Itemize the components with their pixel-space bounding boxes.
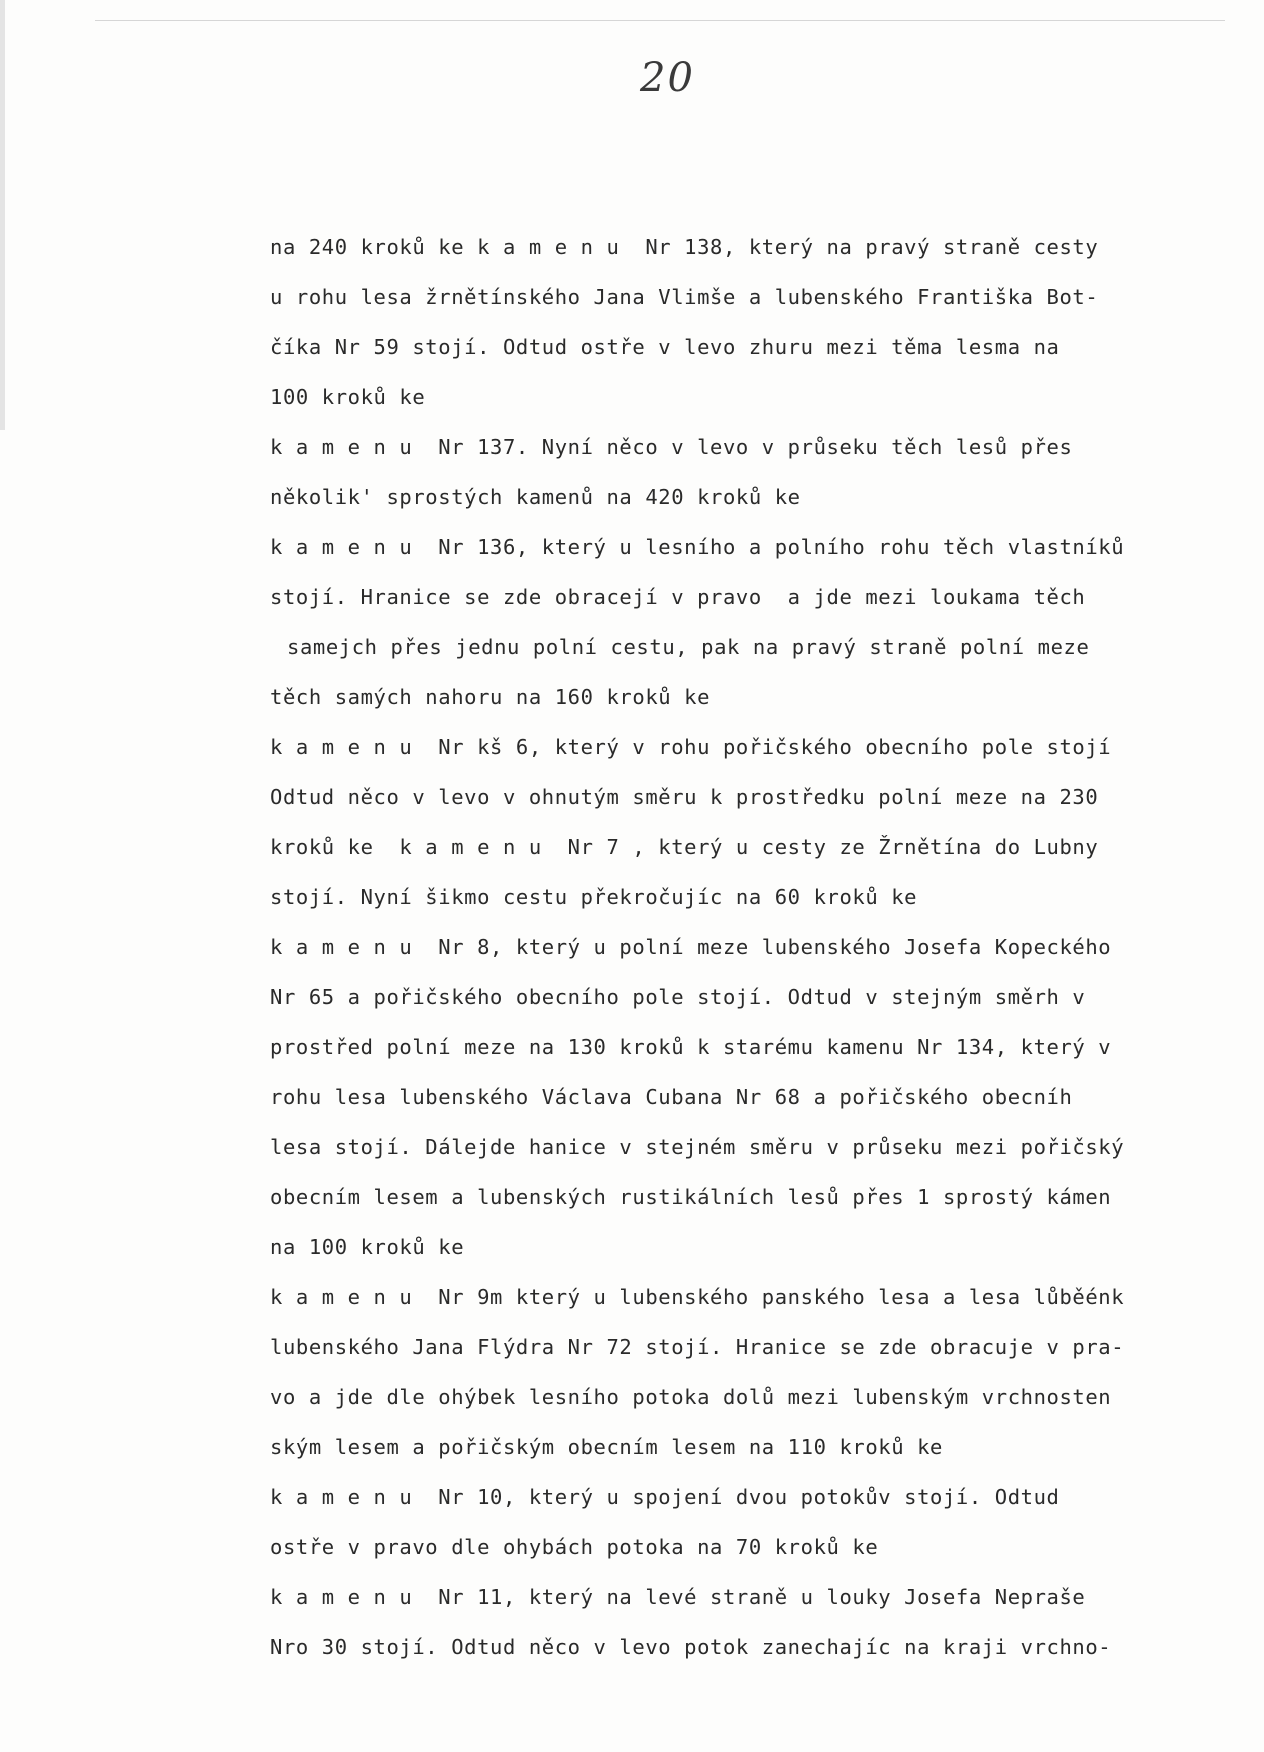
- text-line: k a m e n u Nr 136, který u lesního a polního rohu těch vlastníků: [270, 535, 1125, 559]
- text-line: několik' sprostých kamenů na 420 kroků ke: [270, 485, 801, 509]
- text-line: ským lesem a pořičským obecním lesem na 110 kroků ke: [270, 1435, 943, 1459]
- text-line: stojí. Hranice se zde obracejí v pravo a jde mezi loukama těch: [270, 585, 1086, 609]
- handwritten-page-number: 20: [640, 55, 695, 101]
- text-line: k a m e n u Nr 11, který na levé straně u louky Josefa Nepraše: [270, 1585, 1086, 1609]
- text-line: kroků ke k a m e n u Nr 7 , který u cesty ze Žrnětína do Lubny: [270, 835, 1099, 859]
- text-line: u rohu lesa žrnětínského Jana Vlimše a lubenského Františka Bot-: [270, 285, 1099, 309]
- text-line: vo a jde dle ohýbek lesního potoka dolů mezi lubenským vrchnosten: [270, 1385, 1112, 1409]
- typewritten-text-block: [270, 222, 1260, 1672]
- text-line: číka Nr 59 stojí. Odtud ostře v levo zhuru mezi těma lesma na: [270, 335, 1060, 359]
- text-line: stojí. Nyní šikmo cestu překročujíc na 60 kroků ke: [270, 885, 918, 909]
- text-line: samejch přes jednu polní cestu, pak na pravý straně polní meze: [287, 635, 1090, 659]
- text-line: Odtud něco v levo v ohnutým směru k prostředku polní meze na 230: [270, 785, 1099, 809]
- scan-left-shadow: [0, 0, 5, 430]
- text-line: lubenského Jana Flýdra Nr 72 stojí. Hranice se zde obracuje v pra-: [270, 1335, 1125, 1359]
- text-line: k a m e n u Nr kš 6, který v rohu pořičského obecního pole stojí: [270, 735, 1112, 759]
- text-line: prostřed polní meze na 130 kroků k starému kamenu Nr 134, který v: [270, 1035, 1112, 1059]
- text-line: rohu lesa lubenského Václava Cubana Nr 68 a pořičského obecníh: [270, 1085, 1073, 1109]
- text-line: Nro 30 stojí. Odtud něco v levo potok zanechajíc na kraji vrchno-: [270, 1635, 1112, 1659]
- text-line: lesa stojí. Dálejde hanice v stejném směru v průseku mezi pořičský: [270, 1135, 1125, 1159]
- text-line: k a m e n u Nr 8, který u polní meze lubenského Josefa Kopeckého: [270, 935, 1112, 959]
- text-line: k a m e n u Nr 10, který u spojení dvou potokův stojí. Odtud: [270, 1485, 1060, 1509]
- scan-edge-line: [95, 20, 1225, 21]
- text-line: k a m e n u Nr 9m který u lubenského panského lesa a lesa lůběénk: [270, 1285, 1125, 1309]
- text-line: k a m e n u Nr 137. Nyní něco v levo v průseku těch lesů přes: [270, 435, 1073, 459]
- text-line: 100 kroků ke: [270, 385, 426, 409]
- text-line: těch samých nahoru na 160 kroků ke: [270, 685, 711, 709]
- text-line: na 240 kroků ke k a m e n u Nr 138, který na pravý straně cesty: [270, 235, 1099, 259]
- text-line: obecním lesem a lubenských rustikálních lesů přes 1 sprostý kámen: [270, 1185, 1112, 1209]
- text-line: ostře v pravo dle ohybách potoka na 70 kroků ke: [270, 1535, 879, 1559]
- text-line: Nr 65 a pořičského obecního pole stojí. Odtud v stejným směrh v: [270, 985, 1086, 1009]
- text-line: na 100 kroků ke: [270, 1235, 465, 1259]
